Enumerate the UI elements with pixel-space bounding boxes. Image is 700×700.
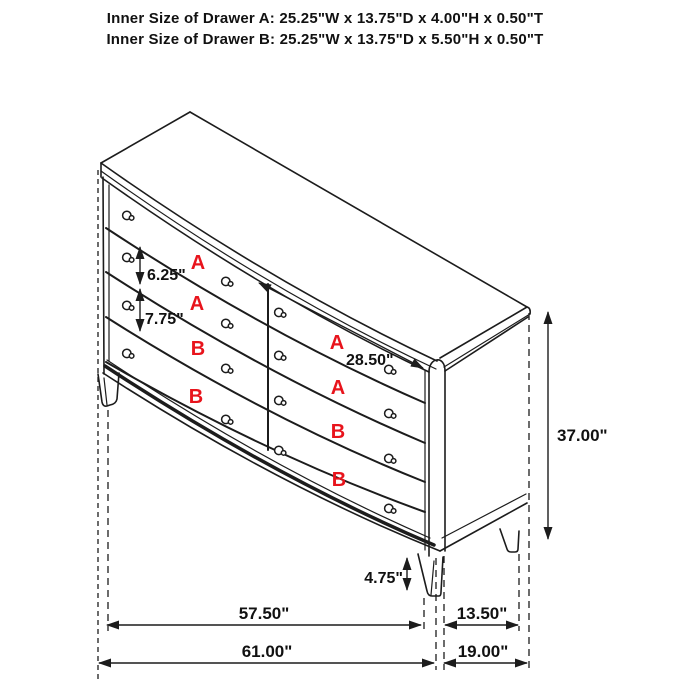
drawer-knob [385,409,396,418]
drawer-knob [275,396,286,405]
dimension-label-leg-height: 4.75" [364,570,403,587]
drawer-knob [222,415,233,424]
drawer-knob [222,319,233,328]
drawer-label: B [190,338,206,360]
drawer-label: B [188,386,204,408]
drawer-label: B [330,421,346,443]
dimension-label-overall-height: 37.00" [557,426,608,445]
dimension-label-drawer-b-height: 7.75" [145,311,184,328]
drawer-knob [275,351,286,360]
dimension-label-front-width: 57.50" [238,604,290,623]
drawer-knob [222,364,233,373]
drawer-knob [222,277,233,286]
drawer-knob [123,253,134,262]
front-right-leg [418,554,443,596]
front-left-leg [98,373,119,406]
drawer-knob [123,349,134,358]
drawer-b-inner-size-text: Inner Size of Drawer B: 25.25"W x 13.75"D x 5.50"H x 0.50"T [106,31,544,48]
dimension-labels [145,267,608,661]
drawer-label: A [190,252,206,274]
drawer-knob [275,446,286,455]
drawer-knob [385,504,396,513]
cabinet-side-panel [440,317,528,551]
dimension-label-drawer-width: 28.50" [346,352,394,369]
rear-right-leg [500,529,519,552]
dimension-label-drawer-a-height: 6.25" [147,267,186,284]
drawer-knob [275,308,286,317]
drawer-label: A [329,332,345,354]
drawer-knob [123,301,134,310]
drawer-label: A [189,293,205,315]
cabinet-top [101,112,530,372]
dimension-label-side-depth: 13.50" [456,604,508,623]
drawer-knob [385,454,396,463]
dimension-label-overall-depth: 19.00" [457,642,509,661]
front-frame [103,177,445,556]
drawer-knob [123,211,134,220]
dimension-label-overall-width: 61.00" [241,642,293,661]
drawer-a-inner-size-text: Inner Size of Drawer A: 25.25"W x 13.75"D x 4.00"H x 0.50"T [106,10,544,27]
drawer-label: B [331,469,347,491]
drawer-label: A [330,377,346,399]
